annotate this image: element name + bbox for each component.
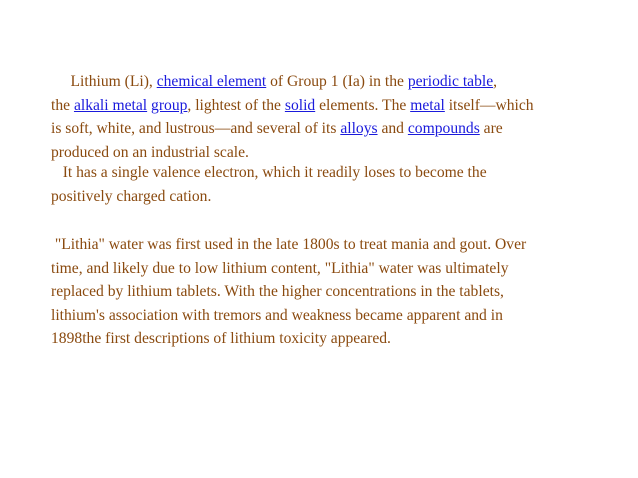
paragraph-lithia-water-history: "Lithia" water was first used in the late 1800s to treat mania and gout. Over time, and likely due to low lithium content, "Lithia" water was ultimately replaced by lithium tablets. With the higher concentrations in the tablets, lithium's association with tremors and weakness became apparent and in 1898the first descriptions of lithium toxicity appeared. (51, 236, 527, 347)
text-run: elements. The (315, 96, 411, 114)
link-alkali-metal[interactable]: alkali metal (73, 96, 148, 114)
text-run: are produced on an industrial scale. (51, 120, 503, 161)
link-compounds[interactable]: compounds (407, 120, 480, 137)
link-chemical-element[interactable]: chemical element (156, 73, 267, 90)
link-metal[interactable]: metal (410, 96, 445, 114)
text-run: itself—which is soft, white, and lustrous—and several of its (51, 96, 534, 137)
text-run: Lithium (Li), (51, 73, 157, 90)
text-run: , lightest of the (187, 96, 285, 114)
link-periodic-table[interactable]: periodic table (407, 73, 494, 90)
link-alloys[interactable]: alloys (340, 120, 378, 137)
text-run: , the (51, 73, 498, 114)
text-run: of Group 1 (Ia) in the (266, 73, 408, 90)
paragraph-valence-electron: It has a single valence electron, which it readily loses to become the positively charged cation. (51, 164, 487, 205)
paragraph-lithium-intro (51, 70, 611, 164)
text-run: and (377, 120, 408, 137)
link-group[interactable]: group (151, 96, 188, 114)
link-solid[interactable]: solid (284, 96, 316, 114)
